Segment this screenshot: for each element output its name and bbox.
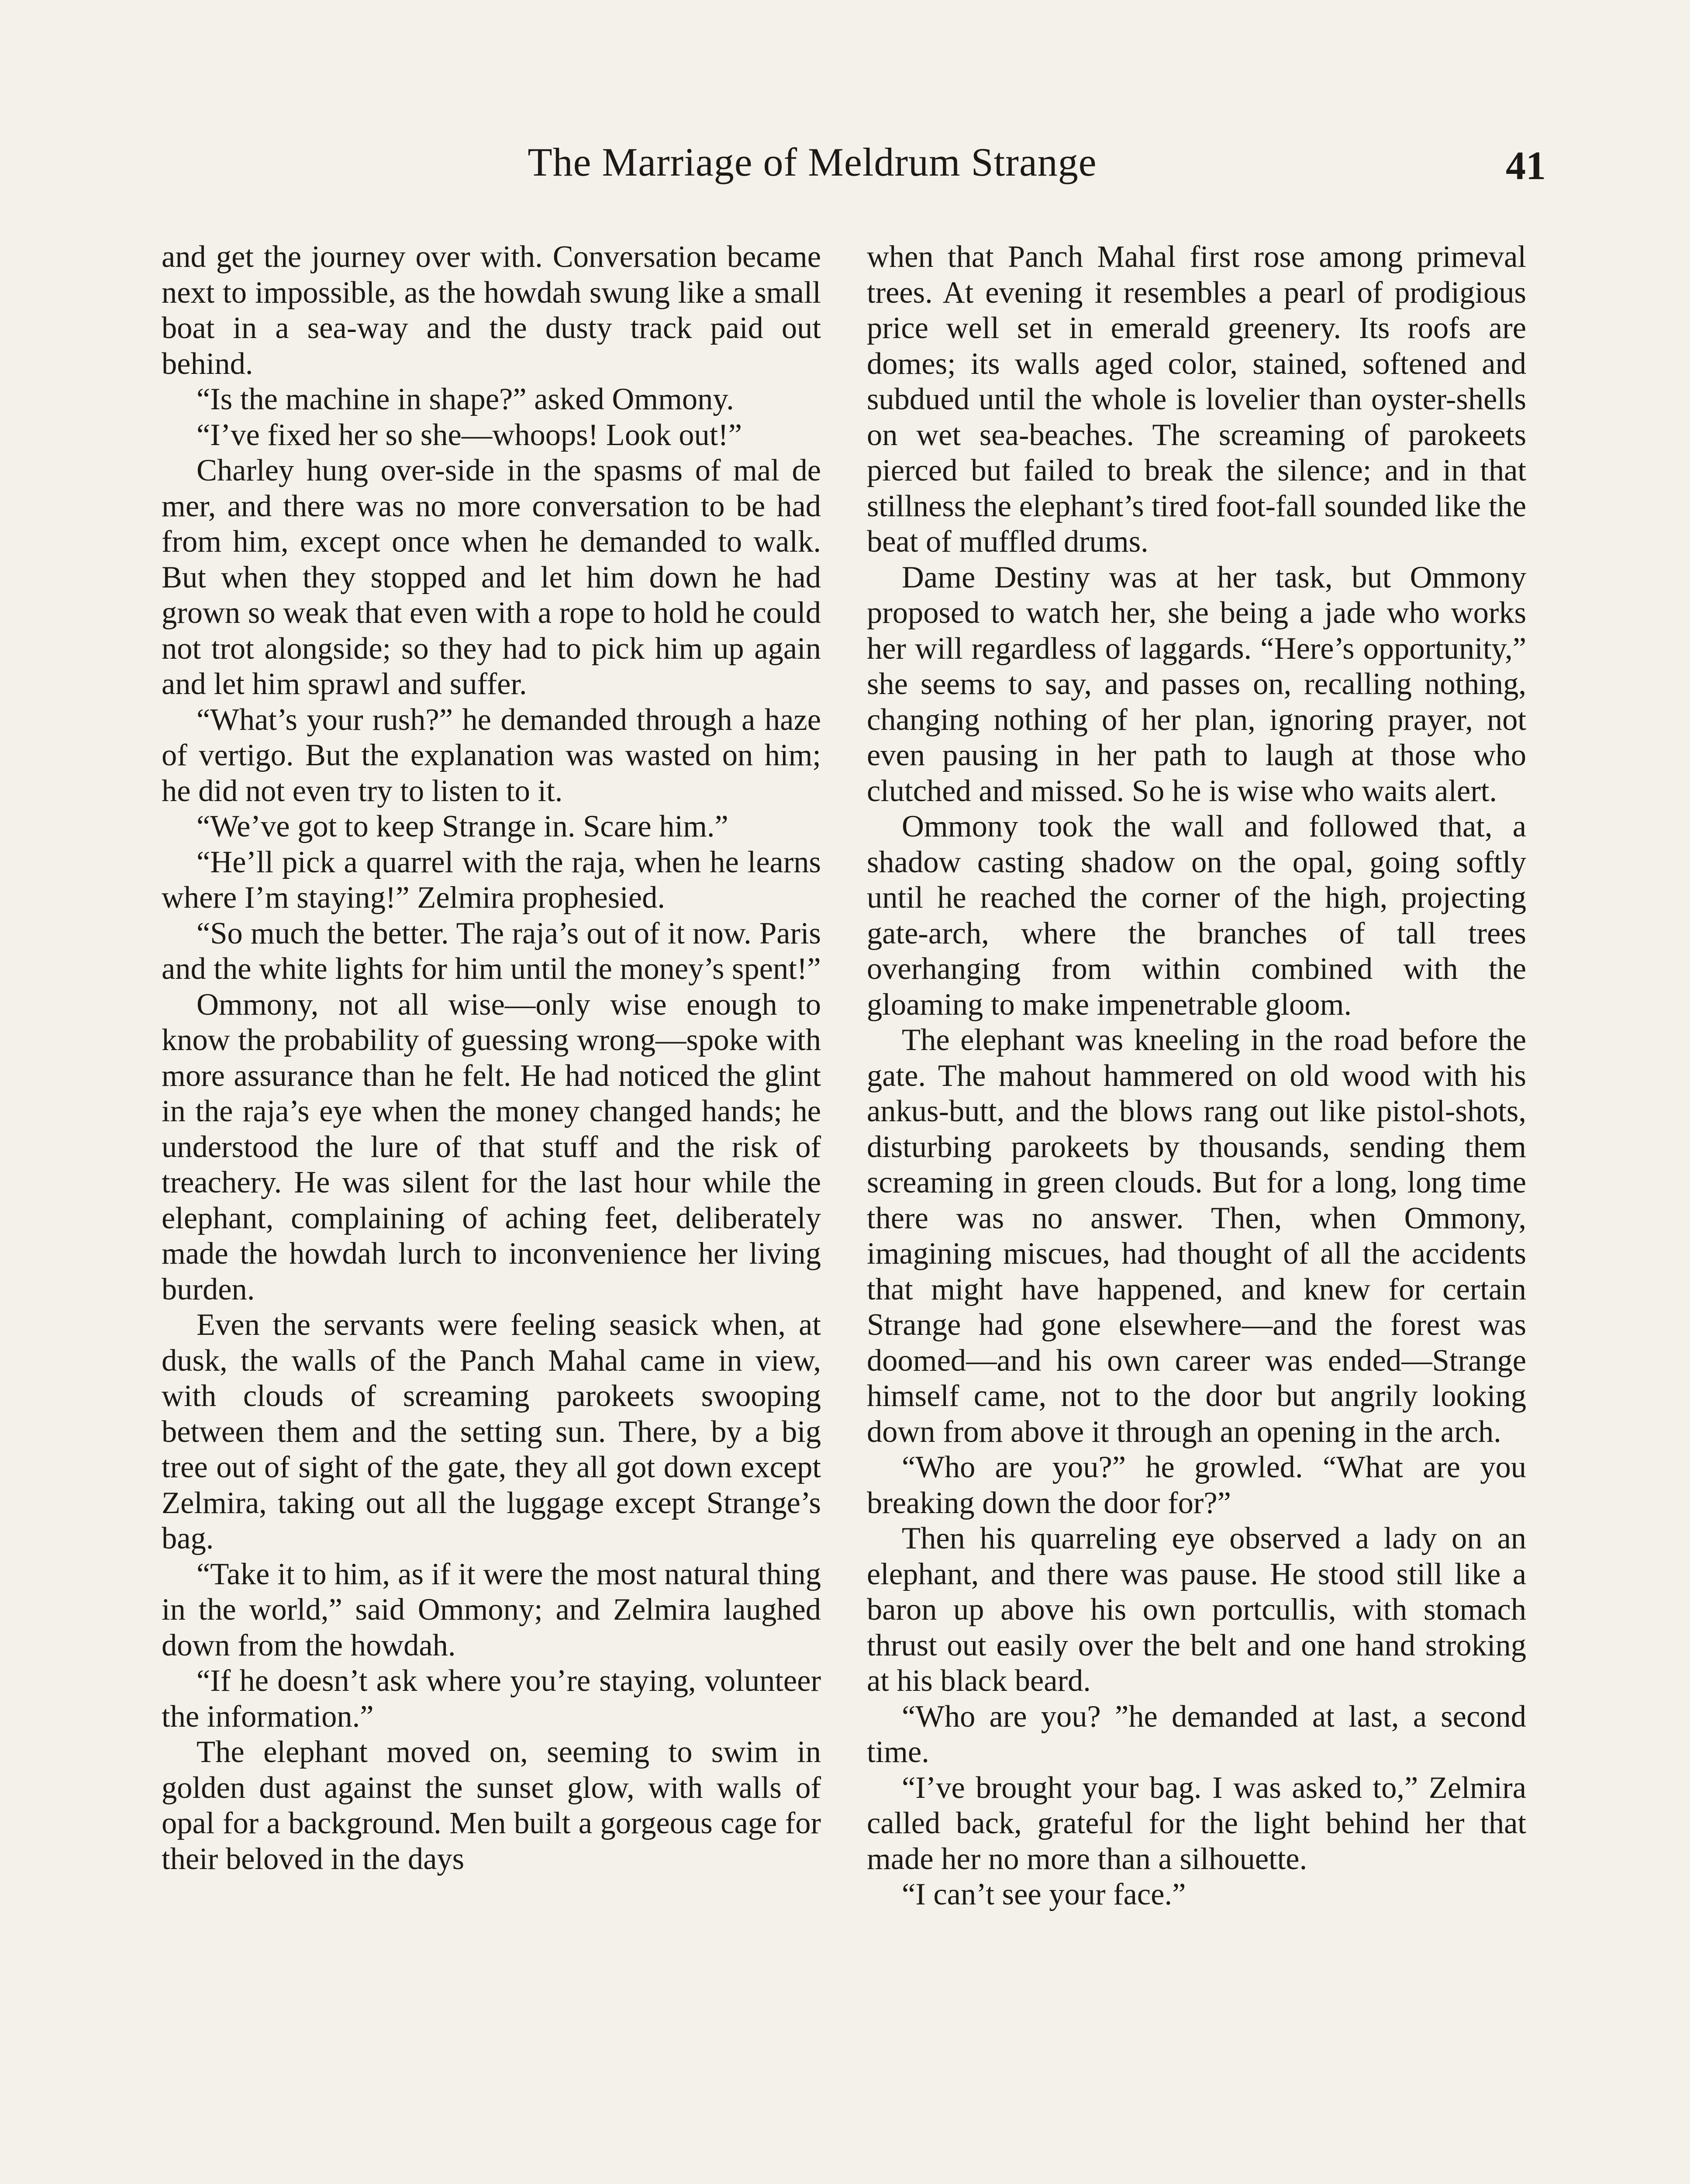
paragraph: Even the servants were feeling seasick when, at dusk, the walls of the Panch Mahal came in view, with clouds of screaming parokeets swooping between them and the setting sun. There, by a big tree out of sight of the gate, they all got down except Zelmira, taking out all the luggage except Strange’s bag. <box>162 1308 821 1555</box>
paragraph: “I’ve fixed her so she—whoops! Look out!” <box>197 418 742 452</box>
paragraph: The elephant moved on, seeming to swim in golden dust against the sunset glow, with walls of opal for a background. Men built a gorgeous cage for their beloved in the days <box>162 1735 821 1876</box>
paragraph: “We’ve got to keep Strange in. Scare him.” <box>197 809 728 843</box>
paragraph: “If he doesn’t ask where you’re staying, volunteer the information.” <box>162 1664 821 1734</box>
paragraph: “I’ve brought your bag. I was asked to,” Zelmira called back, grateful for the light behind her that made her no more than a silhouette. <box>867 1770 1526 1876</box>
paragraph: “Take it to him, as if it were the most natural thing in the world,” said Ommony; and Zelmira laughed down from the howdah. <box>162 1557 821 1662</box>
page-title: The Marriage of Meldrum Strange <box>528 140 1097 184</box>
paragraph: The elephant was kneeling in the road before the gate. The mahout hammered on old wood with his ankus-butt, and the blows rang out like pistol-shots, disturbing parokeets by thousands, sending them screaming in green clouds. But for a long, long time there was no answer. Then, when Ommony, imagining miscues, had thought of all the accidents that might have happened, and knew for certain Strange had gone elsewhere—and the forest was doomed—and his own career was ended—Strange himself came, not to the door but angrily looking down from above it through an opening in the arch. <box>867 1023 1526 1449</box>
paragraph: Charley hung over-side in the spasms of mal de mer, and there was no more conversation to be had from him, except once when he demanded to walk. But when they stopped and let him down he had grown so weak that even with a rope to hold he could not trot alongside; so they had to pick him up again and let him sprawl and suffer. <box>162 453 821 701</box>
paragraph: “Who are you?” he growled. “What are you breaking down the door for?” <box>867 1450 1526 1520</box>
paragraph: “Who are you? ”he demanded at last, a second time. <box>867 1699 1526 1769</box>
paragraph: Ommony took the wall and followed that, a shadow casting shadow on the opal, going softly until he reached the corner of the high, projecting gate-arch, where the branches of tall trees overhanging from within combined with the gloaming to make impenetrable gloom. <box>867 809 1526 1022</box>
paragraph: “So much the better. The raja’s out of it now. Paris and the white lights for him until the money’s spent!” <box>162 916 821 986</box>
running-head <box>162 139 1546 204</box>
paragraph: when that Panch Mahal first rose among primeval trees. At evening it resembles a pearl of prodigious price well set in emerald greenery. Its roofs are domes; its walls aged color, stained, softened and subdued until the whole is lovelier than oyster-shells on wet sea-beaches. The screaming of parokeets pierced but failed to break the silence; and in that stillness the elephant’s tired foot-fall sounded like the beat of muffled drums. <box>867 240 1526 559</box>
paragraph: “What’s your rush?” he demanded through a haze of vertigo. But the explanation was wasted on him; he did not even try to listen to it. <box>162 702 821 808</box>
paragraph: Then his quarreling eye observed a lady on an elephant, and there was pause. He stood still like a baron up above his own portcullis, with stomach thrust out easily over the belt and one hand stroking at his black beard. <box>867 1521 1526 1698</box>
page-number: 41 <box>1506 143 1546 188</box>
paragraph: “He’ll pick a quarrel with the raja, when he learns where I’m staying!” Zelmira prophesied. <box>162 845 821 915</box>
right-column <box>867 239 1526 1913</box>
paragraph: “I can’t see your face.” <box>902 1877 1186 1911</box>
left-column <box>162 239 821 1877</box>
paragraph: “Is the machine in shape?” asked Ommony. <box>197 382 734 416</box>
paragraph: Ommony, not all wise—only wise enough to know the probability of guessing wrong—spoke with more assurance than he felt. He had noticed the glint in the raja’s eye when the money changed hands; he understood the lure of that stuff and the risk of treachery. He was silent for the last hour while the elephant, complaining of aching feet, deliberately made the howdah lurch to inconvenience her living burden. <box>162 987 821 1306</box>
paragraph: Dame Destiny was at her task, but Ommony proposed to watch her, she being a jade who works her will regardless of laggards. “Here’s opportunity,” she seems to say, and passes on, recalling nothing, changing nothing of her plan, ignoring prayer, not even pausing in her path to laugh at those who clutched and missed. So he is wise who waits alert. <box>867 560 1526 808</box>
paragraph: and get the journey over with. Conversation became next to impossible, as the howdah swung like a small boat in a sea-way and the dusty track paid out behind. <box>162 240 821 381</box>
